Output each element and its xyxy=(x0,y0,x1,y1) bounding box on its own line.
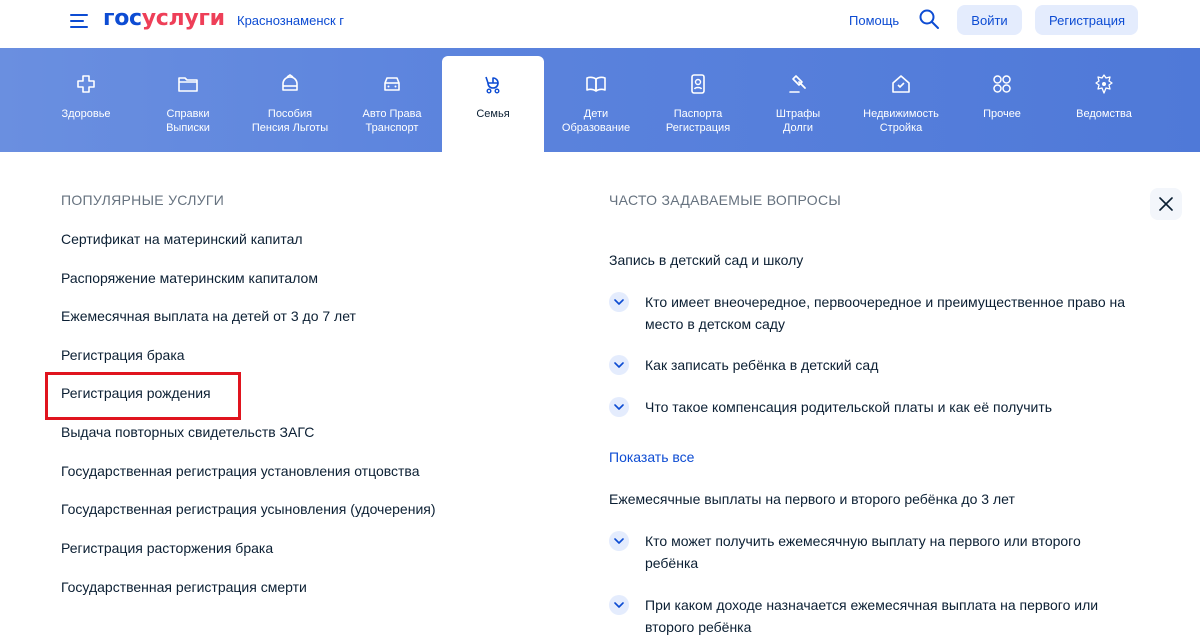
service-link[interactable]: Выдача повторных свидетельств ЗАГС xyxy=(61,424,315,440)
category-label: Здоровье xyxy=(61,108,111,120)
category-realty[interactable] xyxy=(852,48,950,152)
category-label: Прочее xyxy=(983,108,1021,120)
faq-question[interactable] xyxy=(609,594,1129,638)
faq-title: ЧАСТО ЗАДАВАЕМЫЕ ВОПРОСЫ xyxy=(609,192,842,208)
faq-question-text: Как записать ребёнка в детский сад xyxy=(645,357,879,373)
faq-group-title: Ежемесячные выплаты на первого и второго ребёнка до 3 лет xyxy=(609,491,1015,507)
category-bar xyxy=(0,48,1200,152)
chevron-down-icon xyxy=(609,292,629,312)
chevron-down-icon xyxy=(609,397,629,417)
category-agencies[interactable] xyxy=(1058,48,1150,152)
service-link[interactable]: Сертификат на материнский капитал xyxy=(61,231,303,247)
folder-icon xyxy=(177,73,199,95)
category-label: Авто Права Транспорт xyxy=(362,108,422,134)
category-fines[interactable] xyxy=(752,48,844,152)
chevron-down-icon xyxy=(609,595,629,615)
faq-question[interactable] xyxy=(609,354,1129,376)
faq-question-text: Что такое компенсация родительской платы и как её получить xyxy=(645,399,1053,415)
category-label: Пособия Пенсия Льготы xyxy=(251,108,329,134)
service-link[interactable]: Распоряжение материнским капиталом xyxy=(61,270,318,286)
faq-question[interactable] xyxy=(609,291,1129,335)
faq-question[interactable] xyxy=(609,396,1129,418)
category-certificates[interactable] xyxy=(142,48,234,152)
faq-question[interactable] xyxy=(609,530,1129,574)
category-children[interactable] xyxy=(550,48,642,152)
register-button[interactable]: Регистрация xyxy=(1035,5,1138,35)
service-link[interactable]: Государственная регистрация усыновления (удочерения) xyxy=(61,501,436,517)
close-icon xyxy=(1159,197,1173,211)
gavel-icon xyxy=(787,73,809,95)
search-icon[interactable] xyxy=(918,8,940,30)
top-header xyxy=(0,0,1200,48)
category-benefits[interactable] xyxy=(244,48,336,152)
category-label: Семья xyxy=(476,108,510,120)
city-selector[interactable]: Краснознаменск г xyxy=(237,13,345,28)
category-other[interactable] xyxy=(958,48,1046,152)
category-passports[interactable] xyxy=(652,48,744,152)
menu-icon[interactable] xyxy=(70,11,88,29)
wallet-icon xyxy=(279,73,301,95)
category-label: Справки Выписки xyxy=(166,108,210,134)
category-label: Ведомства xyxy=(1076,108,1132,120)
category-label: Паспорта Регистрация xyxy=(665,108,731,134)
gosuslugi-logo[interactable] xyxy=(103,6,225,31)
logo-part-gos: гос xyxy=(103,6,142,31)
popular-services-title: ПОПУЛЯРНЫЕ УСЛУГИ xyxy=(61,192,225,208)
logo-part-uslugi: услуги xyxy=(141,6,225,31)
faq-question-text: Кто имеет внеочередное, первоочередное и преимущественное право на место в детском саду xyxy=(645,294,1126,332)
service-link[interactable]: Государственная регистрация установления отцовства xyxy=(61,463,420,479)
grid-icon xyxy=(991,73,1013,95)
category-label: Штрафы Долги xyxy=(775,108,821,134)
passport-icon xyxy=(687,73,709,95)
close-button[interactable] xyxy=(1150,188,1182,220)
book-icon xyxy=(585,73,607,95)
category-auto[interactable] xyxy=(346,48,438,152)
chevron-down-icon xyxy=(609,531,629,551)
faq-question-text: При каком доходе назначается ежемесячная выплата на первого или второго ребёнка xyxy=(645,597,1099,635)
service-link-birth-registration[interactable]: Регистрация рождения xyxy=(61,385,211,401)
login-button[interactable]: Войти xyxy=(957,5,1022,35)
stroller-icon xyxy=(482,73,504,95)
car-icon xyxy=(381,73,403,95)
category-health[interactable] xyxy=(40,48,132,152)
service-link[interactable]: Регистрация брака xyxy=(61,347,185,363)
category-label: Дети Образование xyxy=(561,108,631,134)
service-link[interactable]: Регистрация расторжения брака xyxy=(61,540,274,556)
show-all-link[interactable]: Показать все xyxy=(609,449,695,465)
service-link[interactable]: Государственная регистрация смерти xyxy=(61,579,307,595)
category-family[interactable] xyxy=(442,56,544,152)
emblem-icon xyxy=(1093,73,1115,95)
help-link[interactable]: Помощь xyxy=(849,13,900,28)
house-icon xyxy=(890,73,912,95)
faq-question-text: Кто может получить ежемесячную выплату на первого или второго ребёнка xyxy=(645,533,1081,571)
chevron-down-icon xyxy=(609,355,629,375)
service-link[interactable]: Ежемесячная выплата на детей от 3 до 7 лет xyxy=(61,308,356,324)
category-label: Недвижимость Стройка xyxy=(863,108,939,134)
faq-group-title: Запись в детский сад и школу xyxy=(609,252,804,268)
health-cross-icon xyxy=(75,73,97,95)
